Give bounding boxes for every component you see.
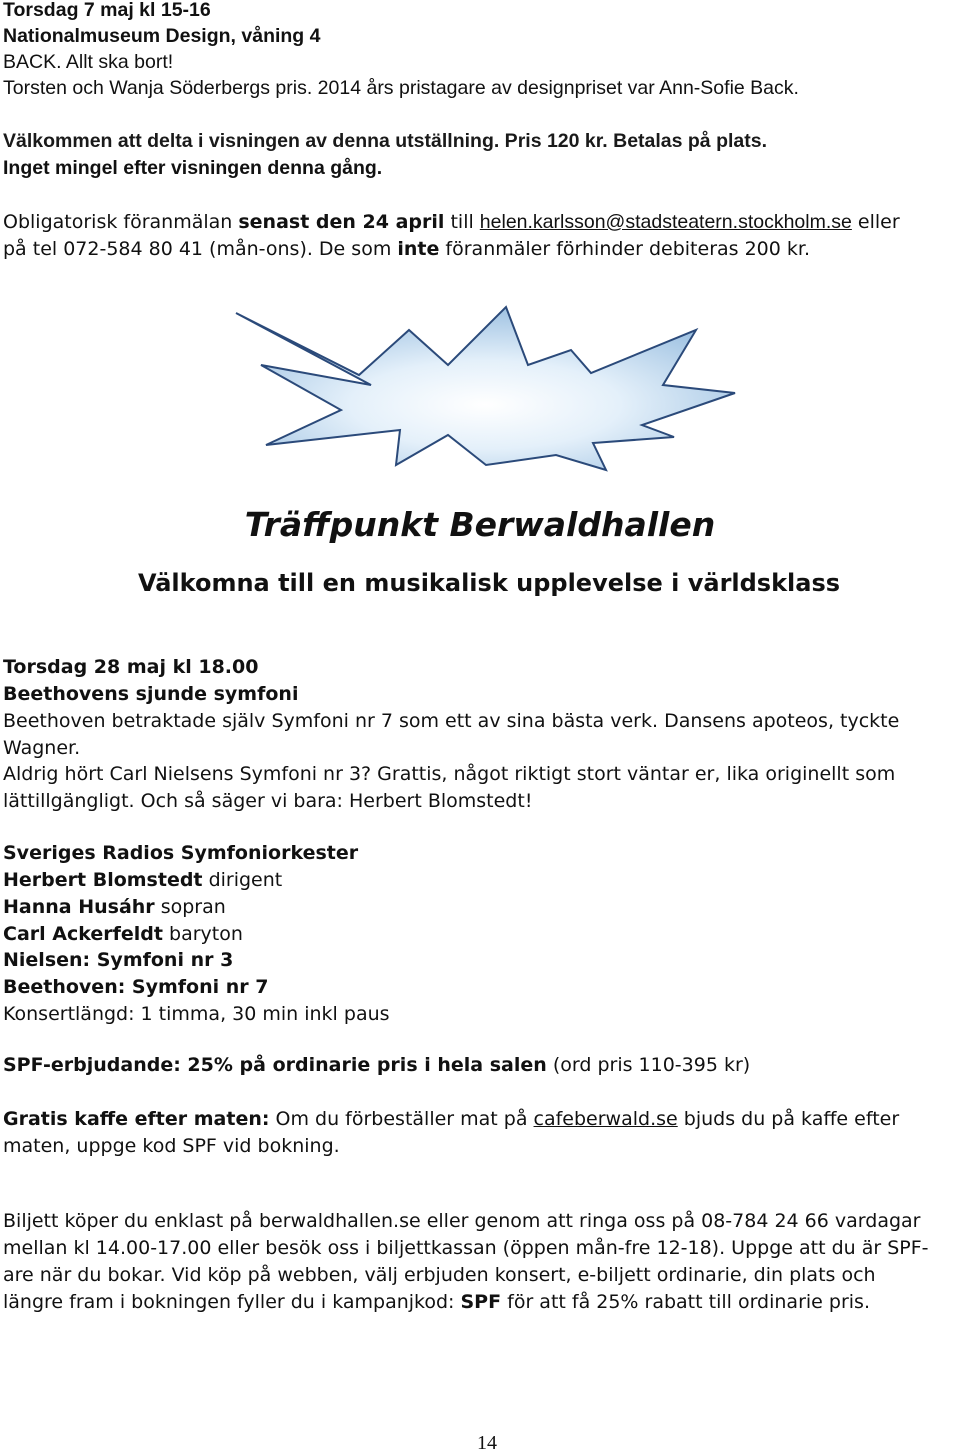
event2-subtitle: Välkomna till en musikalisk upplevelse i världsklass [137, 569, 841, 597]
orchestra: Sveriges Radios Symfoniorkester [3, 842, 359, 864]
tickets-line-2: mellan kl 14.00-17.00 eller besök oss i biljettkassan (öppen mån-fre 12-18). Uppge att du är SPF- [3, 1237, 929, 1259]
performer-role: baryton [162, 923, 243, 945]
starburst-shape [236, 307, 735, 470]
not-word: inte [397, 238, 440, 260]
page-number: 14 [477, 1432, 497, 1454]
starburst-graphic [226, 305, 748, 477]
tickets4-pre: längre fram i bokningen fyller du i kampanjkod: [3, 1291, 461, 1313]
event2-desc-3: Aldrig hört Carl Nielsens Symfoni nr 3? Grattis, något riktigt stort väntar er, lika originellt som [3, 763, 896, 785]
phone-line: på tel 072-584 80 41 (mån-ons). De som [3, 238, 398, 260]
cafe-link[interactable]: cafeberwald.se [533, 1108, 678, 1130]
reg-to: till [444, 211, 480, 233]
event1-description: Torsten och Wanja Söderbergs pris. 2014 års pristagare av designpriset var Ann-Sofie Back. [3, 77, 799, 99]
tickets4-post: för att få 25% rabatt till ordinarie pris. [501, 1291, 870, 1313]
coffee-text: Om du förbeställer mat på [269, 1108, 534, 1130]
coffee-line-2: maten, uppge kod SPF vid bokning. [3, 1135, 340, 1157]
work-item: Beethoven: Symfoni nr 7 [3, 976, 269, 998]
event1-welcome: Välkommen att delta i visningen av denna utställning. Pris 120 kr. Betalas på plats. [3, 130, 768, 152]
event2-desc-2: Wagner. [3, 737, 81, 759]
performer-name: Carl Ackerfeldt [3, 923, 163, 945]
work-item: Nielsen: Symfoni nr 3 [3, 949, 234, 971]
performer-row [3, 894, 226, 920]
event2-desc-1: Beethoven betraktade själv Symfoni nr 7 som ett av sina bästa verk. Dansens apoteos, tyckte [3, 710, 900, 732]
reg-deadline: senast den 24 april [238, 211, 445, 233]
coffee-offer [3, 1106, 899, 1132]
performer-role: sopran [154, 896, 226, 918]
event1-venue: Nationalmuseum Design, våning 4 [3, 25, 321, 47]
reg-prefix: Obligatorisk föranmälan [3, 211, 239, 233]
tickets-line-4 [3, 1289, 870, 1315]
coffee-bold: Gratis kaffe efter maten: [3, 1108, 270, 1130]
coffee-rest: bjuds du på kaffe efter [677, 1108, 900, 1130]
email-link[interactable]: helen.karlsson@stadsteatern.stockholm.se [479, 211, 852, 233]
event1-registration [3, 209, 900, 235]
tickets-line-3: are när du bokar. Vid köp på webben, välj erbjuden konsert, e-biljett ordinarie, din plats och [3, 1264, 876, 1286]
fee-line: föranmäler förhinder debiteras 200 kr. [439, 238, 811, 260]
event2-date: Torsdag 28 maj kl 18.00 [3, 656, 259, 678]
event1-date: Torsdag 7 maj kl 15-16 [3, 0, 211, 21]
event1-exhibition: BACK. Allt ska bort! [3, 51, 174, 73]
event2-program: Beethovens sjunde symfoni [3, 683, 299, 705]
performer-name: Herbert Blomstedt [3, 869, 203, 891]
tickets-line-1: Biljett köper du enklast på berwaldhallen.se eller genom att ringa oss på 08-784 24 66 vardagar [3, 1210, 921, 1232]
spf-offer [3, 1052, 750, 1078]
performer-role: dirigent [202, 869, 283, 891]
campaign-code: SPF [460, 1291, 502, 1313]
concert-length: Konsertlängd: 1 timma, 30 min inkl paus [3, 1003, 390, 1025]
offer-rest: (ord pris 110-395 kr) [546, 1054, 751, 1076]
event2-title: Träffpunkt Berwaldhallen [244, 505, 716, 544]
event1-no-mingle: Inget mingel efter visningen denna gång. [3, 157, 383, 179]
performer-name: Hanna Husáhr [3, 896, 155, 918]
event2-desc-4: lättillgängligt. Och så säger vi bara: Herbert Blomstedt! [3, 790, 533, 812]
performer-row [3, 921, 243, 947]
starburst-svg [226, 305, 748, 477]
reg-or: eller [851, 211, 900, 233]
event1-phone-fee [3, 236, 810, 262]
offer-bold: SPF-erbjudande: 25% på ordinarie pris i hela salen [3, 1054, 547, 1076]
performer-row [3, 867, 282, 893]
